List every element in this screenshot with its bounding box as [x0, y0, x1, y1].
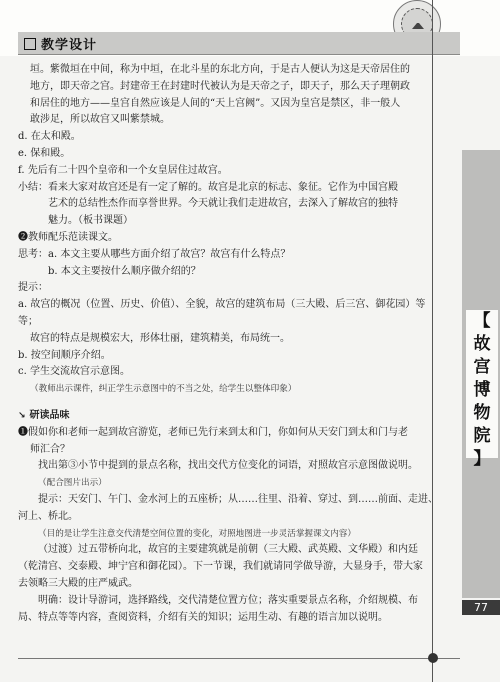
- side-title-char: 博: [473, 380, 491, 400]
- body-line: b. 按空间顺序介绍。: [18, 349, 111, 361]
- side-title-char: 物: [473, 403, 491, 423]
- body-line: a. 故宫的概况（位置、历史、价值）、全貌，故宫的建筑布局（三大殿、后三宫、御花园）等等；: [18, 299, 426, 327]
- page-number: 77: [462, 600, 500, 615]
- body-line: 垣。紫微垣在中间，称为中垣，在北斗星的东北方向，于是古人便认为这是天帝居住的: [30, 64, 410, 75]
- header-title-text: 教学设计: [41, 38, 98, 53]
- body-line: （过渡）过五带桥向北，故宫的主要建筑就是前朝（三大殿、武英殿、文华殿）和内廷: [38, 544, 418, 556]
- header-title: [24, 34, 97, 53]
- body-line: 找出第③小节中提到的景点名称，找出交代方位变化的词语，对照故宫示意图做说明。: [38, 460, 418, 472]
- body-line: 魅力。（板书课题）: [48, 215, 133, 227]
- body-line: f. 先后有二十四个皇帝和一个女皇居住过故宫。: [18, 164, 228, 176]
- footer-dot: [428, 653, 438, 663]
- header-bar: [18, 32, 460, 55]
- body-line: 思考：a. 本文主要从哪些方面介绍了故宫？故宫有什么特点？: [18, 248, 291, 260]
- section-heading-text: 研读品味: [29, 409, 70, 421]
- body-line: 明确：设计导游词，选择路线，交代清楚位置方位；落实重要景点名称，介绍规模、布: [38, 594, 418, 606]
- body-line: ❶假如你和老师一起到故宫游览，老师已先行来到太和门，你如何从天安门到太和门与老: [18, 426, 408, 438]
- roof-icon: [412, 21, 424, 29]
- body-line: 去领略三大殿的庄严威武。: [18, 577, 138, 589]
- section-heading: [18, 408, 438, 425]
- body-line: d. 在太和殿。: [18, 131, 81, 143]
- side-tab-title: [466, 310, 498, 469]
- teacher-note: （教师出示课件，纠正学生示意图中的不当之处，给学生以整体印象）: [30, 384, 297, 395]
- body-line: 提示：: [18, 282, 48, 294]
- side-title-char: 院: [473, 426, 491, 446]
- body-line: 敢涉足，所以故宫又叫紫禁城。: [30, 114, 170, 126]
- side-title-char: 【: [473, 311, 491, 331]
- body-line: 师汇合？: [30, 443, 70, 455]
- side-title-char: 宫: [473, 357, 491, 377]
- arrow-icon: ↘: [18, 410, 26, 421]
- body-line: 和居住的地方——皇宫自然应该是人间的“天上宫阙”。又因为皇宫是禁区，非一般人: [30, 97, 401, 109]
- teacher-note: （配合图片出示）: [38, 478, 107, 489]
- side-title-char: 故: [473, 334, 491, 354]
- body-line: 地方，即天帝之宫。封建帝王在封建时代被认为是天帝之子，即天子，那么天子理朝政: [30, 80, 410, 92]
- body-line: 艺术的总结性杰作而享誉世界。今天就让我们走进故宫，去深入了解故宫的独特: [48, 198, 398, 210]
- body-line: 小结：看来大家对故宫还是有一定了解的。故宫是北京的标志、象征。它作为中国宫殿: [18, 181, 398, 193]
- checkbox-square-icon: [24, 38, 36, 50]
- body-line: 故宫的特点是规模宏大，形体壮丽，建筑精美，布局统一。: [30, 332, 290, 344]
- body-line: （乾清宫、交泰殿、坤宁宫和御花园）。下一节课，我们就请同学做导游，大显身手，带大家: [18, 561, 423, 573]
- lesson-body: [18, 62, 438, 626]
- body-line: 河上、桥北。: [18, 510, 78, 522]
- body-line: ❷教师配乐范读课文。: [18, 231, 118, 243]
- body-line: e. 保和殿。: [18, 147, 71, 159]
- body-line: 局、特点等等内容，查阅资料，介绍有关的知识；运用生动、有趣的语言加以说明。: [18, 611, 388, 623]
- body-line: b. 本文主要按什么顺序做介绍的？: [48, 265, 201, 277]
- body-line: 提示：天安门、午门、金水河上的五座桥；从……往里、沿着、穿过、到……前面、走进、: [38, 493, 438, 505]
- teacher-note: （目的是让学生注意交代清楚空间位置的变化，对照地图进一步灵活掌握课文内容）: [38, 528, 356, 539]
- footer-rule: [18, 658, 460, 659]
- side-title-char: 】: [473, 449, 491, 469]
- body-line: c. 学生交流故宫示意图。: [18, 366, 130, 378]
